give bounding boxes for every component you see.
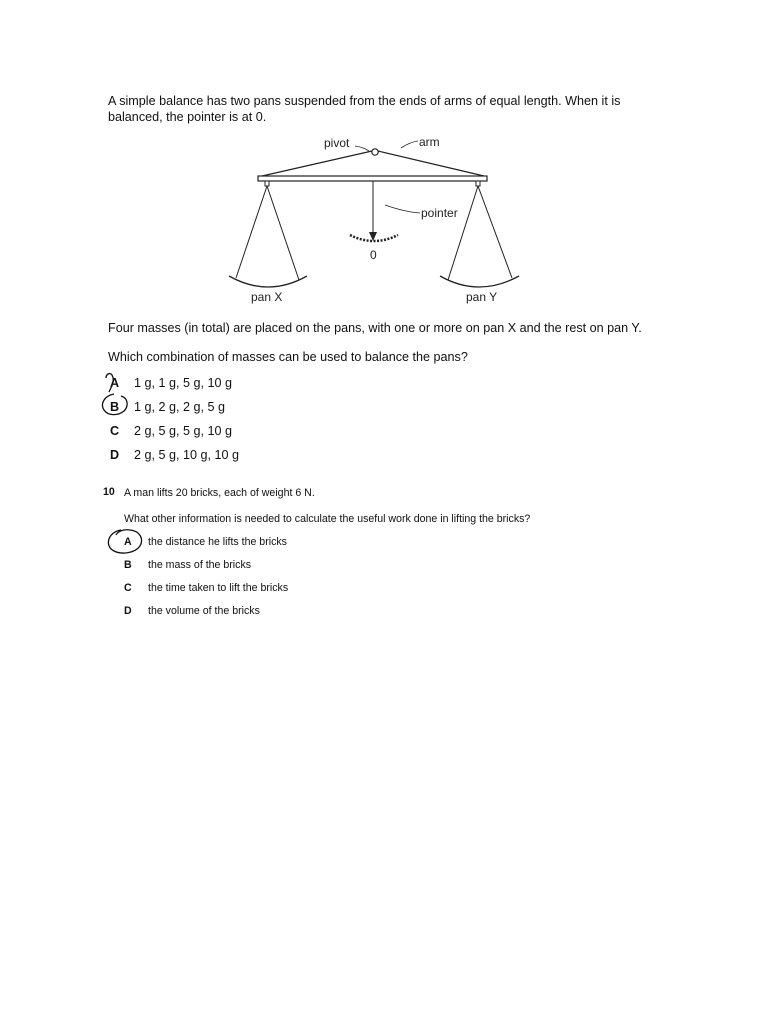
pan-y — [440, 276, 519, 287]
option-text: the distance he lifts the bricks — [148, 536, 287, 548]
pivot-label: pivot — [324, 136, 350, 150]
balance-beam — [258, 176, 487, 181]
option-letter: B — [124, 559, 132, 571]
right-arm — [378, 151, 484, 176]
pivot-circle — [372, 149, 378, 155]
pan-x — [229, 276, 307, 287]
left-arm — [262, 151, 372, 176]
option-letter: C — [110, 424, 120, 438]
pan-y-string-right — [478, 186, 512, 278]
pointer-label: pointer — [421, 206, 458, 220]
option-text: 2 g, 5 g, 5 g, 10 g — [134, 424, 233, 438]
pan-x-string-left — [236, 186, 267, 278]
pan-x-string-right — [267, 186, 299, 280]
q9-question: Which combination of masses can be used to balance the pans? — [108, 350, 468, 364]
option-text: the time taken to lift the bricks — [148, 582, 289, 594]
pointer-leader — [385, 205, 420, 213]
q10-number: 10 — [103, 486, 115, 498]
option-letter: B — [110, 400, 120, 414]
q10-question: What other information is needed to calculate the useful work done in lifting the bricks? — [124, 513, 531, 525]
pan-y-label: pan Y — [466, 290, 498, 304]
option-text: 1 g, 2 g, 2 g, 5 g — [134, 400, 226, 414]
pan-x-label: pan X — [251, 290, 283, 304]
option-text: 2 g, 5 g, 10 g, 10 g — [134, 448, 240, 462]
option-letter: A — [124, 536, 132, 548]
zero-label: 0 — [370, 248, 377, 262]
option-text: the mass of the bricks — [148, 559, 252, 571]
q9-statement: Four masses (in total) are placed on the pans, with one or more on pan X and the rest on pan Y. — [108, 321, 642, 335]
arm-label: arm — [419, 135, 440, 149]
option-letter: A — [110, 376, 120, 390]
q9-intro-text: A simple balance has two pans suspended from the ends of arms of equal length. When it is balanced, the pointer is at 0. — [108, 94, 621, 124]
option-text: 1 g, 1 g, 5 g, 10 g — [134, 376, 233, 390]
right-hook — [476, 181, 480, 186]
option-letter: D — [110, 448, 120, 462]
left-hook — [265, 181, 269, 186]
arm-leader — [401, 141, 418, 148]
q10-stem: A man lifts 20 bricks, each of weight 6 N. — [124, 487, 315, 499]
option-letter: D — [124, 605, 132, 617]
pointer-arrowhead — [369, 232, 377, 241]
option-letter: C — [124, 582, 132, 594]
option-text: the volume of the bricks — [148, 605, 260, 617]
pan-y-string-left — [448, 186, 478, 280]
pivot-leader — [355, 146, 369, 151]
